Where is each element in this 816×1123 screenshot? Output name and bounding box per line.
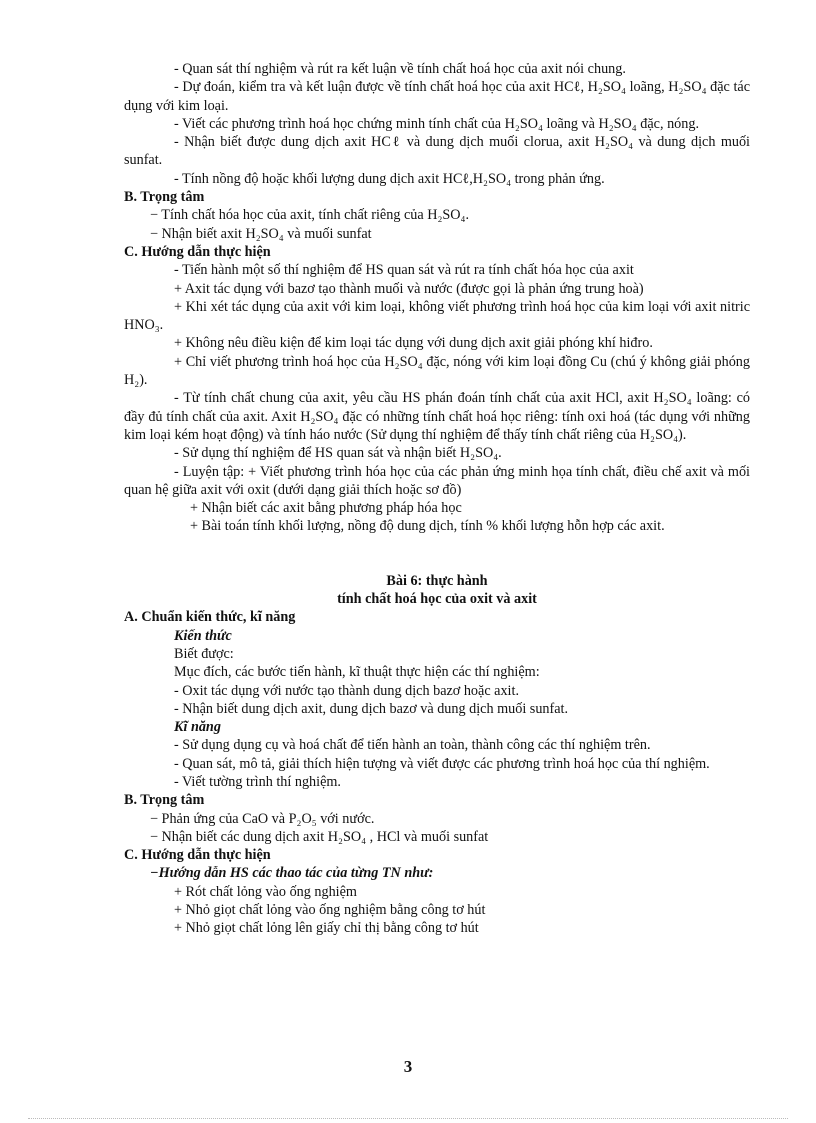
subsection-heading: Kĩ năng — [174, 719, 221, 736]
guide-line: - Tiến hành một số thí nghiệm để HS quan sát và rút ra tính chất hóa học của axit — [174, 262, 634, 279]
guide-line: + Bài toán tính khối lượng, nồng độ dung dịch, tính % khối lượng hỗn hợp các axit. — [190, 518, 665, 535]
section-heading: B. Trọng tâm — [124, 792, 205, 809]
lesson-title: Bài 6: thực hành — [386, 572, 488, 589]
document-body — [124, 60, 750, 938]
subsection-heading: Kiến thức — [174, 627, 232, 644]
guide-heading: −Hướng dẫn HS các thao tác của từng TN như: — [150, 865, 434, 882]
guide-line: + Khi xét tác dụng của axit với kim loại, không viết phương trình hoá học của kim loại với axit nitric HNO₃. — [124, 298, 750, 334]
guide-step: + Nhỏ giọt chất lỏng vào ống nghiệm bằng công tơ hút — [174, 902, 486, 919]
focus-item: − Phản ứng của CaO và P₂O₅ với nước. — [150, 810, 375, 827]
objective-line: - Dự đoán, kiểm tra và kết luận được về tính chất hoá học của axit HCℓ, H₂SO₄ loãng, H₂SO₄ đặc tác dụng với kim loại. — [124, 79, 750, 114]
guide-step: + Nhỏ giọt chất lỏng lên giấy chỉ thị bằng công tơ hút — [174, 920, 479, 937]
guide-line: + Không nêu điều kiện để kim loại tác dụng với dung dịch axit giải phóng khí hiđro. — [174, 335, 653, 352]
knowledge-line: Mục đích, các bước tiến hành, kĩ thuật thực hiện các thí nghiệm: — [174, 664, 540, 681]
skill-line: - Viết tường trình thí nghiệm. — [174, 773, 341, 790]
focus-item: − Tính chất hóa học của axit, tính chất riêng của H₂SO₄. — [150, 207, 470, 224]
skill-line: - Sử dụng dụng cụ và hoá chất để tiến hành an toàn, thành công các thí nghiệm trên. — [174, 737, 651, 754]
guide-line: + Chỉ viết phương trình hoá học của H₂SO₄ đặc, nóng với kim loại đồng Cu (chú ý không giải phóng H₂). — [124, 353, 750, 389]
guide-line: + Nhận biết các axit bằng phương pháp hóa học — [190, 500, 462, 517]
guide-line: - Luyện tập: + Viết phương trình hóa học của các phản ứng minh họa tính chất, điều chế axit và mối quan hệ giữa axit với oxit (dưới dạng giải thích hoặc sơ đồ) — [124, 463, 750, 498]
guide-line: - Sử dụng thí nghiệm để HS quan sát và nhận biết H₂SO₄. — [174, 445, 502, 462]
knowledge-line: Biết được: — [174, 645, 234, 662]
objective-line: - Nhận biết được dung dịch axit HCℓ và dung dịch muối clorua, axit H₂SO₄ và dung dịch muối sunfat. — [124, 134, 750, 169]
section-heading: C. Hướng dẫn thực hiện — [124, 847, 271, 864]
guide-line: + Axit tác dụng với bazơ tạo thành muối và nước (được gọi là phản ứng trung hoà) — [174, 280, 644, 297]
section-heading: B. Trọng tâm — [124, 189, 205, 206]
objective-line: - Quan sát thí nghiệm và rút ra kết luận về tính chất hoá học của axit nói chung. — [174, 61, 626, 77]
knowledge-line: - Nhận biết dung dịch axit, dung dịch bazơ và dung dịch muối sunfat. — [174, 700, 569, 717]
guide-step: + Rót chất lỏng vào ống nghiệm — [174, 883, 357, 900]
objective-line: - Tính nồng độ hoặc khối lượng dung dịch axit HCℓ,H₂SO₄ trong phản ứng. — [174, 170, 605, 187]
section-heading: C. Hướng dẫn thực hiện — [124, 243, 271, 260]
guide-line: - Từ tính chất chung của axit, yêu cầu HS phán đoán tính chất của axit HCl, axit H₂SO₄ loãng: có đầy đủ tính chất của axit. Axit H₂SO₄ đặc có những tính chất hoá học riêng: tính oxi hoá (tác dụng với những kim loại kém hoạt động) và tính háo nước (Sử dụng thí nghiệm để thấy tính chất riêng của H₂SO₄). — [124, 390, 750, 443]
knowledge-line: - Oxit tác dụng với nước tạo thành dung dịch bazơ hoặc axit. — [174, 682, 519, 699]
footer-divider — [28, 1118, 788, 1119]
objective-line: - Viết các phương trình hoá học chứng minh tính chất của H₂SO₄ loãng và H₂SO₄ đặc, nóng. — [174, 115, 699, 132]
focus-item: − Nhận biết các dung dịch axit H₂SO₄ , HCl và muối sunfat — [150, 828, 489, 845]
page-number: 3 — [403, 1057, 413, 1076]
focus-item: − Nhận biết axit H₂SO₄ và muối sunfat — [150, 225, 372, 242]
section-heading: A. Chuẩn kiến thức, kĩ năng — [124, 609, 296, 626]
lesson-subtitle: tính chất hoá học của oxit và axit — [337, 591, 537, 608]
skill-line: - Quan sát, mô tả, giải thích hiện tượng và viết được các phương trình hoá học của thí nghiệm. — [174, 755, 710, 772]
